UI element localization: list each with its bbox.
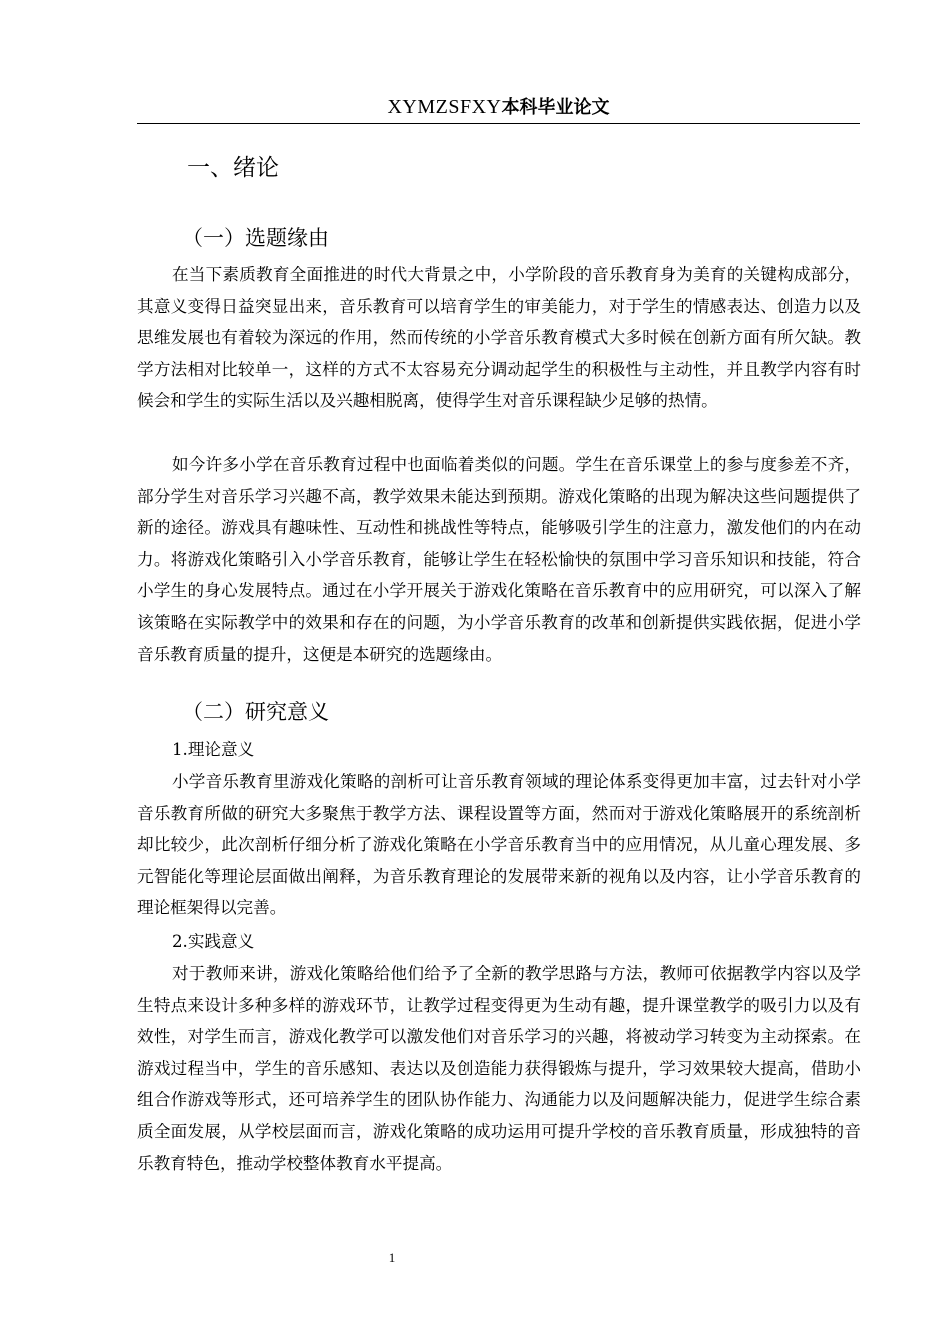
paragraph-topic-origin-1: 在当下素质教育全面推进的时代大背景之中，小学阶段的音乐教育身为美育的关键构成部分，其意义变得日益突显出来，音乐教育可以培育学生的审美能力，对于学生的情感表达、创造力以及思维发展也有着较为深远的作用，然而传统的小学音乐教育模式大多时候在创新方面有所欠缺。教学方法相对比较单一，这样的方式不太容易充分调动起学生的积极性与主动性，并且教学内容有时候会和学生的实际生活以及兴趣相脱离，使得学生对音乐课程缺少足够的热情。	[137, 265, 861, 411]
header-code: XYMZSFXY	[387, 96, 502, 118]
paragraph-topic-origin-2: 如今许多小学在音乐教育过程中也面临着类似的问题。学生在音乐课堂上的参与度参差不齐，部分学生对音乐学习兴趣不高，教学效果未能达到预期。游戏化策略的出现为解决这些问题提供了新的途径。游戏具有趣味性、互动性和挑战性等特点，能够吸引学生的注意力，激发他们的内在动力。将游戏化策略引入小学音乐教育，能够让学生在轻松愉快的氛围中学习音乐知识和技能，符合小学生的身心发展特点。通过在小学开展关于游戏化策略在音乐教育中的应用研究，可以深入了解该策略在实际教学中的效果和存在的问题，为小学音乐教育的改革和创新提供实践依据，促进小学音乐教育质量的提升，这便是本研究的选题缘由。	[137, 455, 861, 664]
chapter-title: 一、绪论	[187, 155, 279, 181]
page-number: 1	[388, 1250, 396, 1265]
header-title: 本科毕业论文	[501, 97, 610, 118]
subheading-theory: 1.理论意义	[172, 740, 255, 759]
subheading-practice: 2.实践意义	[172, 932, 255, 951]
section-title-significance: （二）研究意义	[182, 700, 329, 724]
running-header	[137, 94, 860, 124]
paragraph-theory: 小学音乐教育里游戏化策略的剖析可让音乐教育领域的理论体系变得更加丰富，过去针对小学音乐教育所做的研究大多聚焦于教学方法、课程设置等方面，然而对于游戏化策略展开的系统剖析却比较少，此次剖析仔细分析了游戏化策略在小学音乐教育当中的应用情况，从儿童心理发展、多元智能化等理论层面做出阐释，为音乐教育理论的发展带来新的视角以及内容，让小学音乐教育的理论框架得以完善。	[137, 772, 861, 918]
section-title-topic-origin: （一）选题缘由	[182, 226, 329, 250]
paragraph-practice: 对于教师来讲，游戏化策略给他们给予了全新的教学思路与方法，教师可依据教学内容以及学生特点来设计多种多样的游戏环节，让教学过程变得更为生动有趣，提升课堂教学的吸引力以及有效性，对学生而言，游戏化教学可以激发他们对音乐学习的兴趣，将被动学习转变为主动探索。在游戏过程当中，学生的音乐感知、表达以及创造能力获得锻炼与提升，学习效果较大提高，借助小组合作游戏等形式，还可培养学生的团队协作能力、沟通能力以及问题解决能力，促进学生综合素质全面发展，从学校层面而言，游戏化策略的成功运用可提升学校的音乐教育质量，形成独特的音乐教育特色，推动学校整体教育水平提高。	[137, 964, 861, 1173]
